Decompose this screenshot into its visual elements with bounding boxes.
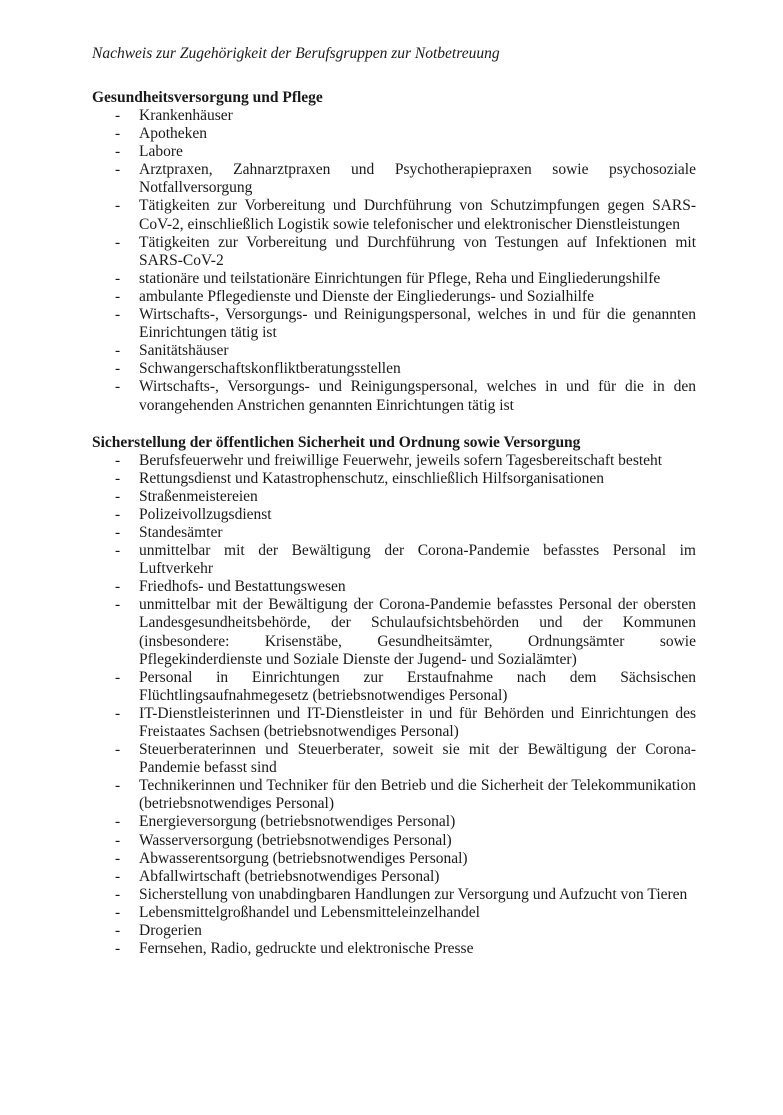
section-heading: Gesundheitsversorgung und Pflege (92, 89, 323, 106)
list-item-text: unmittelbar mit der Bewältigung der Corona-Pandemie befasstes Personal der obersten Landesgesundheitsbehörde, der Schulaufsichtsbehörden und der Kommunen (insbesondere: Krisenstäbe, Gesundheitsämter, Ordnungsämter sowie Pflegekinderdienste und Soziale Dienste der Jugend- und Sozialämter) (139, 596, 696, 668)
list-item-text: Tätigkeiten zur Vorbereitung und Durchführung von Testungen auf Infektionen mit SARS-CoV-2 (139, 233, 696, 269)
list-item (92, 488, 696, 506)
list-item-text: Friedhofs- und Bestattungswesen (139, 578, 346, 596)
list-item (92, 524, 696, 542)
bullet-dash: - (115, 469, 121, 487)
bullet-dash: - (115, 523, 121, 541)
list-item (92, 452, 696, 470)
bullet-dash: - (115, 161, 121, 179)
bullet-dash: - (115, 487, 121, 505)
bullet-dash: - (115, 704, 121, 722)
document-title: Nachweis zur Zugehörigkeit der Berufsgruppen zur Notbetreuung (92, 45, 500, 62)
bullet-dash: - (115, 849, 121, 867)
bullet-dash: - (115, 143, 121, 161)
list-item-text: ambulante Pflegedienste und Dienste der Eingliederungs- und Sozialhilfe (139, 287, 594, 305)
list-item (92, 125, 696, 143)
list-item (92, 669, 696, 705)
bullet-dash: - (115, 451, 121, 469)
list-item-text: Krankenhäuser (139, 107, 233, 124)
bullet-dash: - (115, 287, 121, 305)
list-item (92, 886, 696, 904)
bullet-dash: - (115, 360, 121, 378)
list-item-text: Technikerinnen und Techniker für den Betrieb und die Sicherheit der Telekommunikation (betriebsnotwendiges Personal) (139, 777, 696, 813)
list-item (92, 578, 696, 596)
section-public-safety (92, 434, 696, 959)
bullet-dash: - (115, 107, 121, 124)
list-item (92, 777, 696, 813)
list-item-text: Steuerberaterinnen und Steuerberater, soweit sie mit der Bewältigung der Corona-Pandemie befasst sind (139, 741, 696, 777)
bullet-dash: - (115, 342, 121, 360)
list-item-text: stationäre und teilstationäre Einrichtungen für Pflege, Reha und Eingliederungshilfe (139, 269, 661, 287)
section-heading: Sicherstellung der öffentlichen Sicherheit und Ordnung sowie Versorgung (92, 433, 581, 451)
list-item (92, 904, 696, 922)
list-item-text: Abfallwirtschaft (betriebsnotwendiges Personal) (139, 867, 440, 885)
list-item (92, 161, 696, 197)
list-item-text: Polizeivollzugsdienst (139, 505, 272, 523)
bullet-dash: - (115, 505, 121, 523)
list-item-text: Arztpraxen, Zahnarztpraxen und Psychotherapiepraxen sowie psychosoziale Notfallversorgung (139, 161, 696, 197)
list-item (92, 813, 696, 831)
bullet-list (92, 107, 696, 415)
list-item (92, 940, 696, 958)
list-item-text: IT-Dienstleisterinnen und IT-Dienstleister in und für Behörden und Einrichtungen des Freistaates Sachsen (betriebsnotwendiges Personal) (139, 704, 696, 740)
list-item (92, 234, 696, 270)
list-item (92, 342, 696, 360)
list-item (92, 378, 696, 414)
list-item (92, 143, 696, 161)
bullet-dash: - (115, 378, 121, 396)
bullet-dash: - (115, 867, 121, 885)
bullet-dash: - (115, 269, 121, 287)
list-item (92, 288, 696, 306)
bullet-dash: - (115, 578, 121, 596)
bullet-dash: - (115, 668, 121, 686)
list-item-text: Energieversorgung (betriebsnotwendiges Personal) (139, 813, 456, 831)
list-item-text: Tätigkeiten zur Vorbereitung und Durchführung von Schutzimpfungen gegen SARS-CoV-2, einschließlich Logistik sowie telefonischer und elektronischer Dienstleistungen (139, 197, 696, 233)
bullet-list (92, 452, 696, 959)
bullet-dash: - (115, 197, 121, 215)
list-item (92, 741, 696, 777)
list-item-text: Standesämter (139, 523, 223, 541)
list-item (92, 197, 696, 233)
list-item (92, 270, 696, 288)
bullet-dash: - (115, 233, 121, 251)
bullet-dash: - (115, 542, 121, 560)
list-item-text: Wasserversorgung (betriebsnotwendiges Personal) (139, 831, 452, 849)
section-health-care (92, 89, 696, 415)
bullet-dash: - (115, 885, 121, 903)
list-item (92, 306, 696, 342)
list-item-text: Rettungsdienst und Katastrophenschutz, einschließlich Hilfsorganisationen (139, 469, 605, 487)
bullet-dash: - (115, 903, 121, 921)
list-item-text: Wirtschafts-, Versorgungs- und Reinigungspersonal, welches in und für die in den vorangehenden Anstrichen genannten Einrichtungen tätig ist (139, 378, 696, 414)
list-item-text: Lebensmittelgroßhandel und Lebensmitteleinzelhandel (139, 903, 480, 921)
list-item (92, 832, 696, 850)
list-item (92, 360, 696, 378)
list-item (92, 470, 696, 488)
list-item-text: Labore (139, 143, 183, 161)
list-item-text: Wirtschafts-, Versorgungs- und Reinigungspersonal, welches in und für die genannten Einrichtungen tätig ist (139, 306, 696, 342)
list-item-text: Drogerien (139, 922, 202, 940)
list-item-text: Sicherstellung von unabdingbaren Handlungen zur Versorgung und Aufzucht von Tieren (139, 885, 688, 903)
list-item (92, 705, 696, 741)
list-item-text: unmittelbar mit der Bewältigung der Corona-Pandemie befasstes Personal im Luftverkehr (139, 542, 696, 578)
list-item (92, 107, 696, 125)
bullet-dash: - (115, 125, 121, 143)
list-item (92, 922, 696, 940)
list-item-text: Fernsehen, Radio, gedruckte und elektronische Presse (139, 940, 474, 958)
list-item-text: Schwangerschaftskonfliktberatungsstellen (139, 360, 401, 378)
bullet-dash: - (115, 777, 121, 795)
list-item-text: Personal in Einrichtungen zur Erstaufnahme nach dem Sächsischen Flüchtlingsaufnahmegesetz (betriebsnotwendiges Personal) (139, 668, 696, 704)
list-item (92, 868, 696, 886)
bullet-dash: - (115, 831, 121, 849)
list-item (92, 850, 696, 868)
bullet-dash: - (115, 306, 121, 324)
document-page (92, 44, 696, 958)
list-item-text: Abwasserentsorgung (betriebsnotwendiges Personal) (139, 849, 468, 867)
list-item-text: Sanitätshäuser (139, 342, 229, 360)
bullet-dash: - (115, 922, 121, 940)
bullet-dash: - (115, 596, 121, 614)
list-item (92, 596, 696, 668)
list-item (92, 506, 696, 524)
list-item-text: Apotheken (139, 125, 208, 143)
bullet-dash: - (115, 741, 121, 759)
list-item (92, 542, 696, 578)
bullet-dash: - (115, 940, 121, 958)
list-item-text: Berufsfeuerwehr und freiwillige Feuerwehr, jeweils sofern Tagesbereitschaft besteht (139, 451, 663, 469)
list-item-text: Straßenmeistereien (139, 487, 258, 505)
bullet-dash: - (115, 813, 121, 831)
